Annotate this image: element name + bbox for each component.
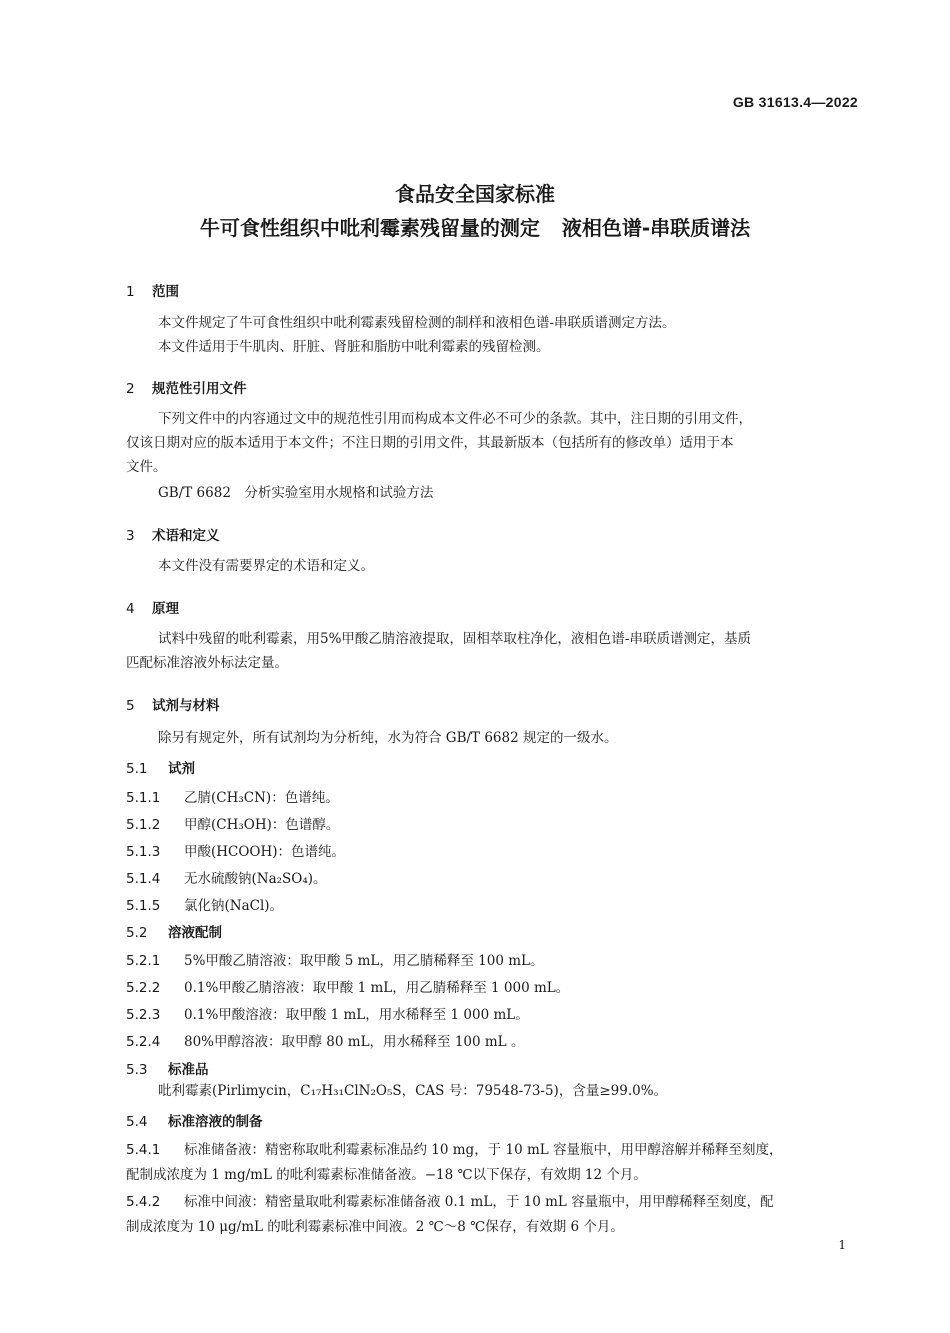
- document-title-line1: 食品安全国家标准: [395, 182, 555, 206]
- clause-text: 无水硫酸钠(Na₂SO₄)。: [184, 871, 327, 887]
- clause-number: 5.4.2: [126, 1194, 161, 1210]
- paragraph-line: 仅该日期对应的版本适用于本文件；不注日期的引用文件，其最新版本（包括所有的修改单）适用于本: [126, 435, 734, 451]
- clause-number: 5.1.1: [126, 790, 161, 806]
- clause-text: 5%甲酸乙腈溶液：取甲酸 5 mL，用乙腈稀释至 100 mL。: [184, 953, 544, 969]
- title-part-a: 牛可食性组织中吡利霉素残留量的测定: [199, 216, 540, 240]
- clause-continuation: 配制成浓度为 1 mg/mL 的吡利霉素标准储备液。−18 ℃以下保存，有效期 12 个月。: [126, 1167, 647, 1183]
- clause-5-1-2: [126, 813, 339, 833]
- section-heading-4: [126, 597, 179, 617]
- section-number: 5: [126, 698, 135, 714]
- subsection-number: 5.4: [126, 1114, 148, 1130]
- section-heading-2: [126, 377, 247, 397]
- section-title: 术语和定义: [152, 528, 220, 544]
- clause-5-1-1: [126, 786, 339, 806]
- section-heading-3: [126, 524, 220, 544]
- clause-text: 甲酸(HCOOH)：色谱纯。: [184, 844, 346, 860]
- paragraph-line: 下列文件中的内容通过文中的规范性引用而构成本文件必不可少的条款。其中，注日期的引用文件，: [158, 411, 752, 427]
- clause-5-2-4: [126, 1030, 524, 1050]
- clause-5-1-5: [126, 894, 283, 914]
- clause-5-2-3: [126, 1003, 529, 1023]
- clause-text: 氯化钠(NaCl)。: [184, 898, 284, 914]
- clause-number: 5.1.3: [126, 844, 161, 860]
- section-number: 2: [126, 381, 135, 397]
- clause-5-1-4: [126, 867, 327, 887]
- standard-code: GB 31613.4—2022: [732, 94, 858, 110]
- clause-text: 0.1%甲酸乙腈溶液：取甲酸 1 mL，用乙腈稀释至 1 000 mL。: [184, 980, 570, 996]
- section-title: 原理: [152, 601, 179, 617]
- clause-5-1-3: [126, 840, 345, 860]
- title-part-b: 液相色谱-串联质谱法: [561, 216, 751, 240]
- paragraph-line: 文件。: [126, 459, 167, 475]
- clause-continuation: 制成浓度为 10 μg/mL 的吡利霉素标准中间液。2 ℃～8 ℃保存，有效期 6 个月。: [126, 1219, 624, 1235]
- clause-text: 标准储备液：精密称取吡利霉素标准品约 10 mg，于 10 mL 容量瓶中，用甲醇溶解并稀释至刻度，: [184, 1142, 783, 1158]
- subsection-heading-5-3: [126, 1058, 209, 1078]
- paragraph: 本文件规定了牛可食性组织中吡利霉素残留检测的制样和液相色谱-串联质谱测定方法。: [158, 315, 676, 331]
- clause-number: 5.2.3: [126, 1007, 161, 1023]
- clause-number: 5.1.4: [126, 871, 161, 887]
- clause-text: 甲醇(CH₃OH)：色谱醇。: [184, 817, 340, 833]
- section-number: 3: [126, 528, 135, 544]
- clause-text: 0.1%甲酸溶液：取甲酸 1 mL，用水稀释至 1 000 mL。: [184, 1007, 529, 1023]
- paragraph: 本文件没有需要界定的术语和定义。: [158, 558, 374, 574]
- section-title: 规范性引用文件: [152, 381, 247, 397]
- paragraph-line: 匹配标准溶液外标法定量。: [126, 655, 288, 671]
- clause-number: 5.2.4: [126, 1034, 161, 1050]
- clause-text: 标准中间液：精密量取吡利霉素标准储备液 0.1 mL，于 10 mL 容量瓶中，用甲醇稀释至刻度，配: [184, 1194, 774, 1210]
- subsection-title: 标准溶液的制备: [168, 1114, 263, 1130]
- clause-5-4-1: [126, 1138, 783, 1158]
- paragraph: 本文件适用于牛肌肉、肝脏、肾脏和脂肪中吡利霉素的残留检测。: [158, 339, 550, 355]
- subsection-heading-5-4: [126, 1110, 263, 1130]
- section-title: 范围: [152, 284, 179, 300]
- section-heading-5: [126, 694, 220, 714]
- clause-number: 5.2.2: [126, 980, 161, 996]
- clause-number: 5.1.2: [126, 817, 161, 833]
- subsection-heading-5-1: [126, 757, 195, 777]
- paragraph-line: 试料中残留的吡利霉素，用5%甲酸乙腈溶液提取，固相萃取柱净化，液相色谱-串联质谱测定，基质: [158, 631, 751, 647]
- clause-number: 5.2.1: [126, 953, 161, 969]
- subsection-number: 5.3: [126, 1062, 148, 1078]
- section-heading-1: [126, 280, 179, 300]
- clause-5-2-2: [126, 976, 569, 996]
- paragraph: 吡利霉素(Pirlimycin，C₁₇H₃₁ClN₂O₅S，CAS 号：79548-73-5)，含量≥99.0%。: [158, 1083, 668, 1099]
- clause-number: 5.4.1: [126, 1142, 161, 1158]
- clause-number: 5.1.5: [126, 898, 161, 914]
- subsection-number: 5.2: [126, 925, 148, 941]
- section-title: 试剂与材料: [152, 698, 220, 714]
- section-number: 4: [126, 601, 135, 617]
- section-number: 1: [126, 284, 135, 300]
- subsection-title: 标准品: [168, 1062, 209, 1078]
- subsection-number: 5.1: [126, 761, 148, 777]
- page-number: 1: [838, 1238, 846, 1252]
- subsection-heading-5-2: [126, 921, 222, 941]
- clause-5-4-2: [126, 1190, 774, 1210]
- clause-5-2-1: [126, 949, 543, 969]
- subsection-title: 试剂: [168, 761, 195, 777]
- normative-reference: GB/T 6682 分析实验室用水规格和试验方法: [158, 485, 434, 501]
- clause-text: 乙腈(CH₃CN)：色谱纯。: [184, 790, 339, 806]
- subsection-title: 溶液配制: [168, 925, 222, 941]
- document-title-line2: [0, 212, 950, 241]
- paragraph: 除另有规定外，所有试剂均为分析纯，水为符合 GB/T 6682 规定的一级水。: [158, 730, 618, 746]
- clause-text: 80%甲醇溶液：取甲醇 80 mL，用水稀释至 100 mL 。: [184, 1034, 525, 1050]
